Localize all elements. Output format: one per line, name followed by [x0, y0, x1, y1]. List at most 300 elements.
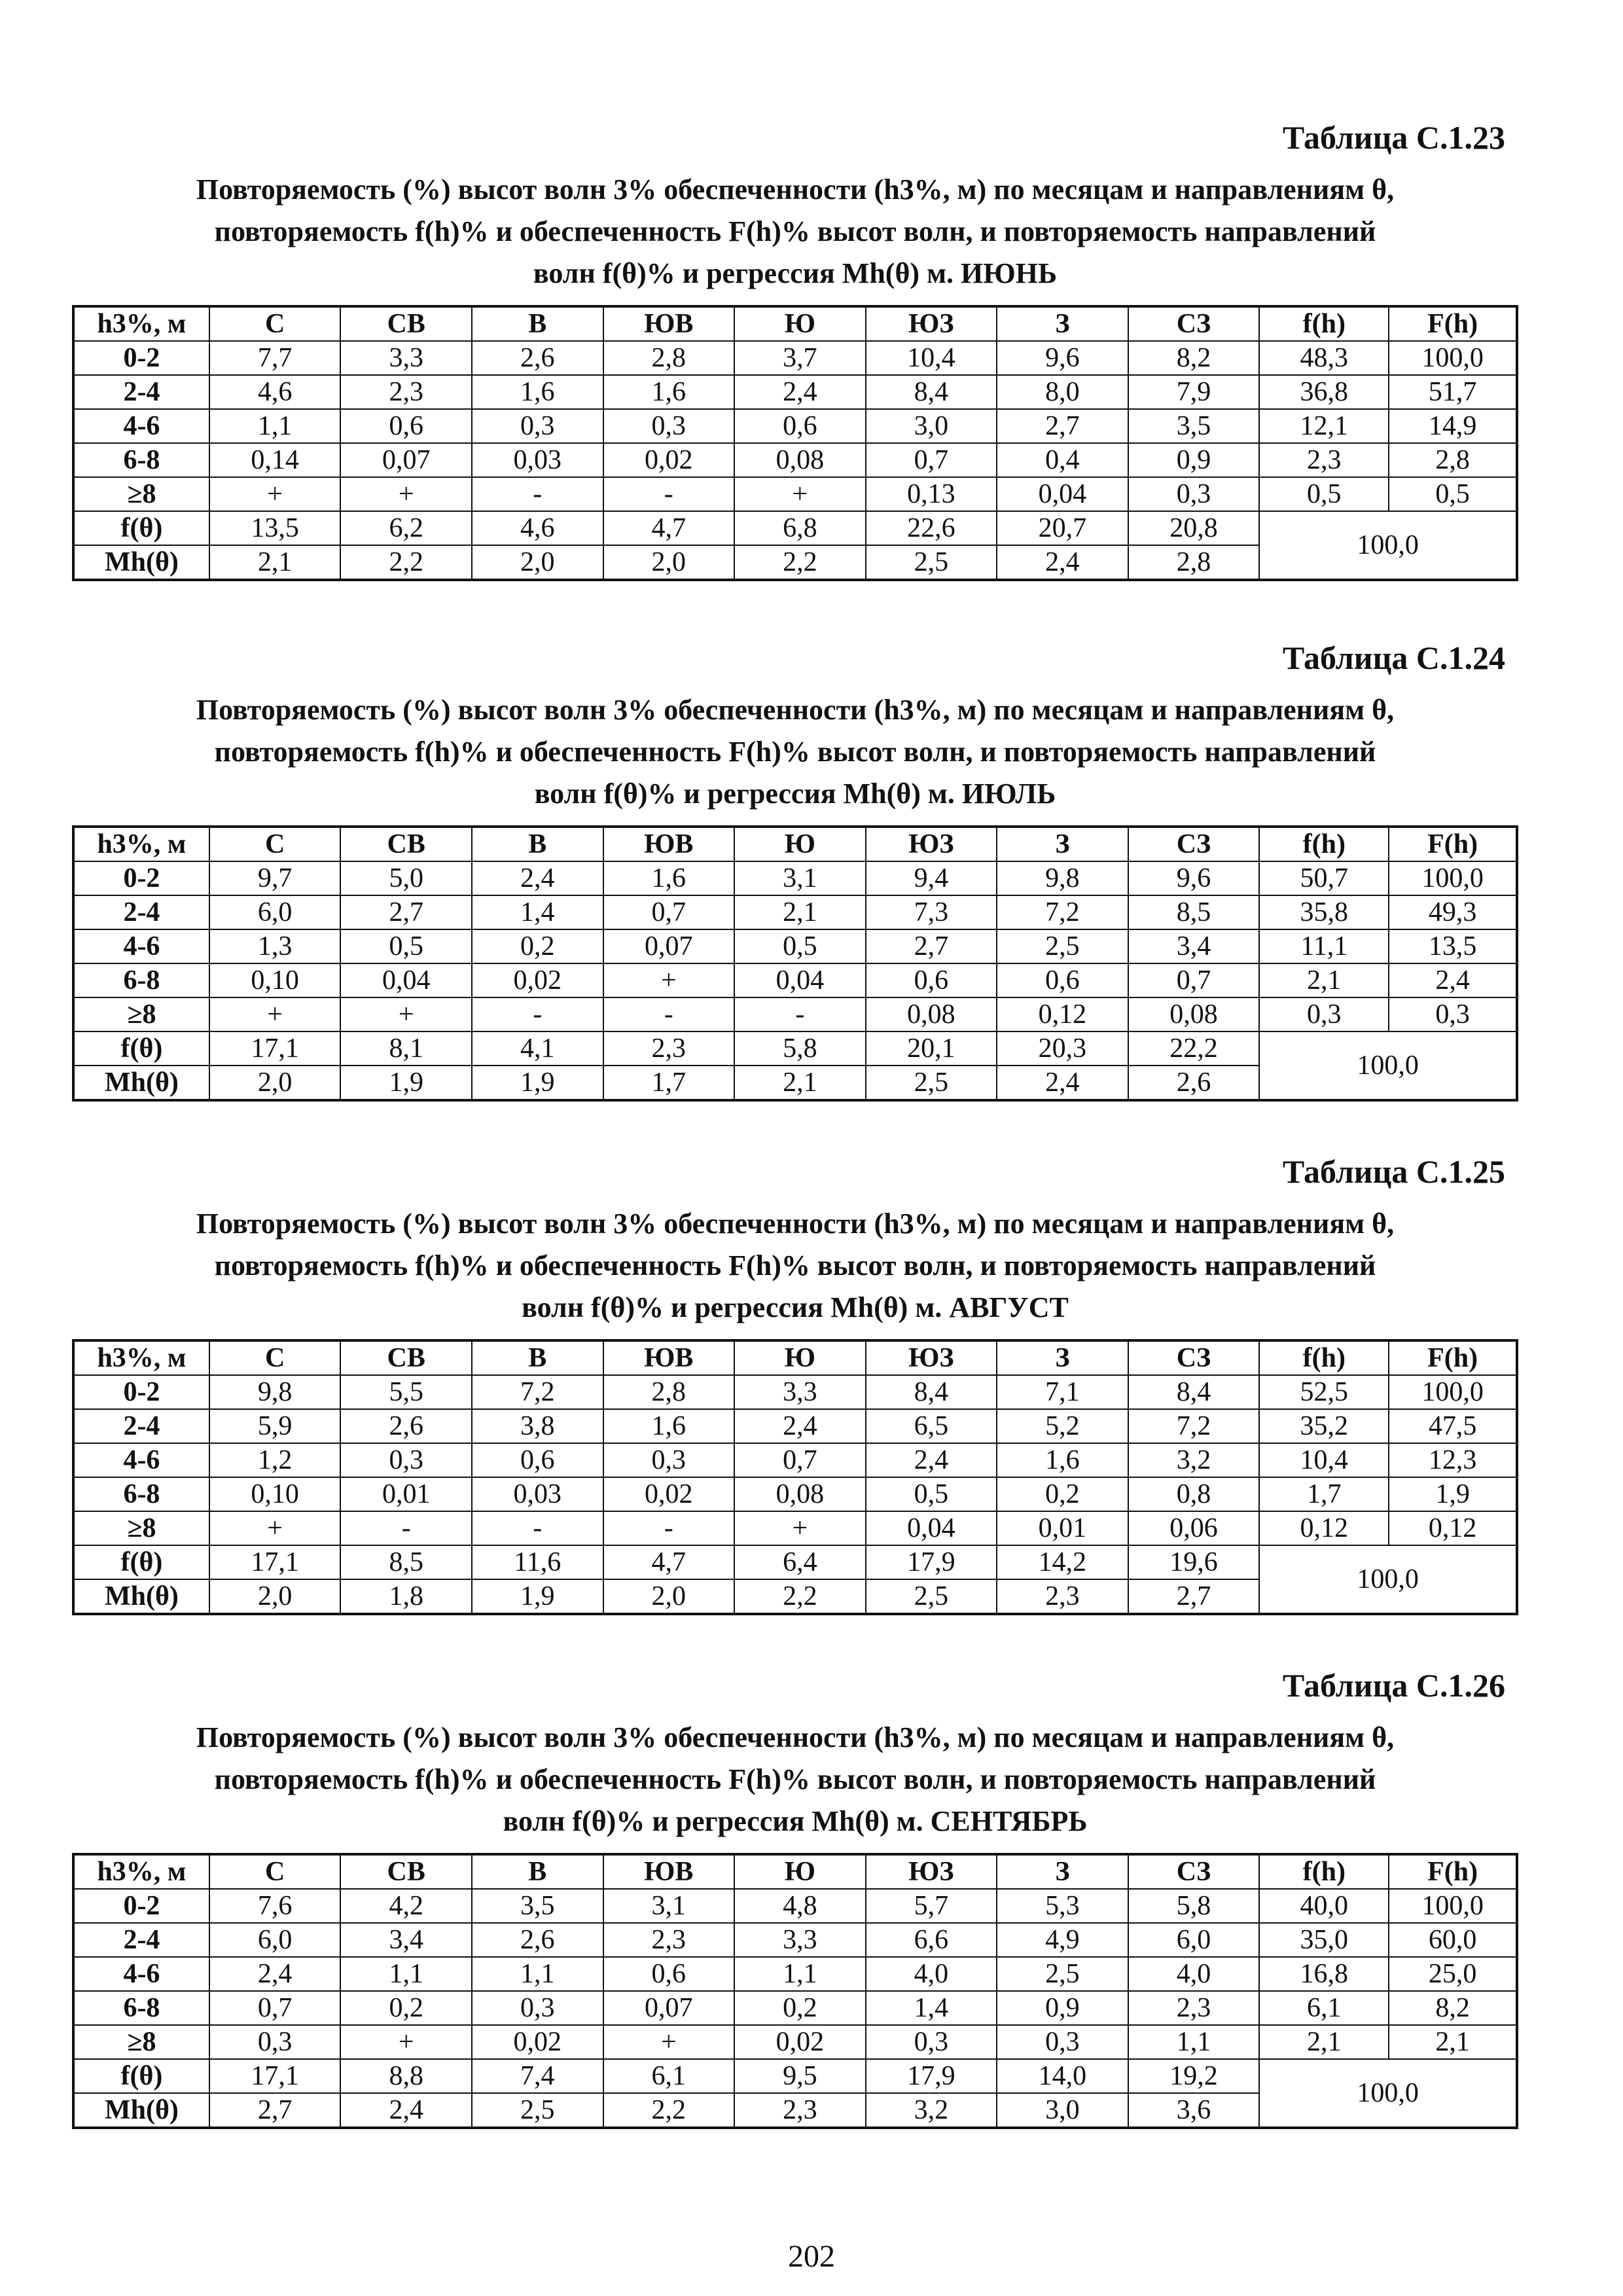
f-theta-row [73, 1031, 1517, 1066]
header-cell: F(h) [1389, 827, 1517, 861]
table-cell: 6,0 [1128, 1923, 1260, 1957]
table-cell: 0,01 [340, 1477, 472, 1511]
table-cell: 1,7 [1259, 1477, 1389, 1511]
table-cell: 3,0 [997, 2093, 1128, 2128]
table-cell: 10,4 [866, 341, 997, 375]
table-cell: 1,9 [472, 1579, 603, 1614]
table-cell: 12,1 [1259, 409, 1389, 443]
table-cell: 0,04 [340, 963, 472, 997]
table-cell: 0,8 [1128, 1477, 1260, 1511]
table-cell: 0,9 [997, 1991, 1128, 2025]
table-cell: 4,9 [997, 1923, 1128, 1957]
table-cell: 7,7 [209, 341, 341, 375]
table-cell: 0,4 [997, 443, 1128, 477]
table-block-c1-25 [72, 1152, 1518, 1615]
table-cell: 1,4 [866, 1991, 997, 2025]
table-cell: 1,1 [340, 1957, 472, 1991]
header-cell: СЗ [1128, 1340, 1260, 1375]
table-cell: 17,1 [209, 2059, 341, 2093]
table-row [73, 861, 1517, 895]
table-cell: 50,7 [1259, 861, 1389, 895]
table-cell: 2,3 [997, 1579, 1128, 1614]
table-cell: 2,6 [340, 1409, 472, 1443]
table-cell: 0,6 [340, 409, 472, 443]
table-cell: 0,04 [734, 963, 866, 997]
table-cell: 0,07 [340, 443, 472, 477]
table-cell: 2,4 [997, 545, 1128, 580]
table-cell: + [209, 477, 341, 511]
table-block-c1-26 [72, 1666, 1518, 2129]
table-cell: 6,0 [209, 895, 341, 929]
table-cell: - [340, 1511, 472, 1545]
table-cell: 36,8 [1259, 375, 1389, 409]
row-label: ≥8 [73, 477, 209, 511]
table-cell: 6,5 [866, 1409, 997, 1443]
table-cell: 3,3 [734, 1923, 866, 1957]
table-number: Таблица С.1.26 [1282, 1667, 1505, 1704]
caption-line: повторяемость f(h)% и обеспеченность F(h)% высот волн, и повторяемость направлений [214, 736, 1376, 768]
table-cell: 2,1 [209, 545, 341, 580]
header-cell: СЗ [1128, 306, 1260, 341]
table-cell: 10,4 [1259, 1443, 1389, 1477]
caption-line: волн f(θ)% и регрессия Mh(θ) м. АВГУСТ [522, 1291, 1069, 1323]
table-cell: 0,08 [734, 443, 866, 477]
table-row [73, 375, 1517, 409]
row-label: 2-4 [73, 1923, 209, 1957]
table-cell: 3,2 [1128, 1443, 1260, 1477]
header-cell: ЮВ [603, 1340, 735, 1375]
table-cell: 0,3 [1128, 477, 1260, 511]
table-row [73, 929, 1517, 963]
table-cell: 2,5 [866, 1066, 997, 1100]
table-cell: 7,2 [1128, 1409, 1260, 1443]
header-cell: ЮВ [603, 1854, 735, 1889]
row-label: 4-6 [73, 1443, 209, 1477]
table-cell: 0,2 [340, 1991, 472, 2025]
header-cell: h3%, м [73, 1340, 209, 1375]
table-caption [72, 169, 1518, 295]
row-label: ≥8 [73, 997, 209, 1031]
table-cell: 1,3 [209, 929, 341, 963]
table-cell: 7,3 [866, 895, 997, 929]
table-cell: - [472, 997, 603, 1031]
table-row [73, 341, 1517, 375]
table-cell: 4,0 [1128, 1957, 1260, 1991]
table-cell: 1,9 [1389, 1477, 1517, 1511]
table-cell: 4,1 [472, 1031, 603, 1066]
row-label: 0-2 [73, 1889, 209, 1923]
table-cell: 2,5 [866, 1579, 997, 1614]
table-cell: 6,1 [603, 2059, 735, 2093]
table-cell: 100,0 [1389, 861, 1517, 895]
header-row [73, 1854, 1517, 1889]
table-cell: 2,1 [734, 1066, 866, 1100]
table-cell: 3,0 [866, 409, 997, 443]
row-label: 6-8 [73, 963, 209, 997]
row-label: Mh(θ) [73, 1579, 209, 1614]
table-caption [72, 1717, 1518, 1842]
row-label: 4-6 [73, 409, 209, 443]
table-cell: + [209, 997, 341, 1031]
table-number: Таблица С.1.23 [1282, 119, 1505, 156]
table-cell: 3,3 [340, 341, 472, 375]
caption-line: повторяемость f(h)% и обеспеченность F(h)% высот волн, и повторяемость направлений [214, 1249, 1376, 1282]
table-cell: 2,4 [209, 1957, 341, 1991]
header-row [73, 306, 1517, 341]
table-cell: 20,7 [997, 511, 1128, 545]
table-cell: 0,07 [603, 1991, 735, 2025]
table-caption [72, 689, 1518, 815]
table-cell: 4,6 [209, 375, 341, 409]
table-cell: 0,07 [603, 929, 735, 963]
table-cell: - [603, 1511, 735, 1545]
header-cell: F(h) [1389, 1854, 1517, 1889]
header-cell: СВ [340, 306, 472, 341]
table-cell: 48,3 [1259, 341, 1389, 375]
table-cell: 0,3 [1389, 997, 1517, 1031]
table-cell: + [340, 2025, 472, 2059]
table-cell: 1,6 [997, 1443, 1128, 1477]
row-label: Mh(θ) [73, 2093, 209, 2128]
table-cell: 8,2 [1389, 1991, 1517, 2025]
table-cell: 3,2 [866, 2093, 997, 2128]
header-cell: f(h) [1259, 827, 1389, 861]
row-label: 4-6 [73, 929, 209, 963]
table-cell: + [209, 1511, 341, 1545]
table-cell: 0,3 [1259, 997, 1389, 1031]
table-cell: 2,7 [209, 2093, 341, 2128]
table-row [73, 477, 1517, 511]
caption-line: Повторяемость (%) высот волн 3% обеспеченности (h3%, м) по месяцам и направлениям θ, [196, 694, 1395, 726]
table-cell: 5,8 [1128, 1889, 1260, 1923]
header-cell: В [472, 1340, 603, 1375]
table-cell: 12,3 [1389, 1443, 1517, 1477]
header-cell: С [209, 306, 341, 341]
caption-line: повторяемость f(h)% и обеспеченность F(h)% высот волн, и повторяемость направлений [214, 1763, 1376, 1795]
table-cell: + [603, 2025, 735, 2059]
table-cell: 47,5 [1389, 1409, 1517, 1443]
table-cell: 0,12 [997, 997, 1128, 1031]
table-row [73, 1375, 1517, 1409]
row-label: 0-2 [73, 1375, 209, 1409]
table-cell: 6,2 [340, 511, 472, 545]
f-theta-row [73, 511, 1517, 545]
table-cell: 2,0 [603, 1579, 735, 1614]
table-cell: 16,8 [1259, 1957, 1389, 1991]
table-cell: 8,4 [866, 1375, 997, 1409]
table-cell: 20,1 [866, 1031, 997, 1066]
table-cell: 1,6 [603, 1409, 735, 1443]
table-cell: 0,12 [1259, 1511, 1389, 1545]
total-cell: 100,0 [1259, 511, 1517, 580]
table-cell: 2,6 [472, 1923, 603, 1957]
table-cell: 0,7 [1128, 963, 1260, 997]
table-cell: 0,7 [866, 443, 997, 477]
header-cell: СВ [340, 827, 472, 861]
table-cell: 3,3 [734, 1375, 866, 1409]
table-cell: 13,5 [209, 511, 341, 545]
table-cell: 11,1 [1259, 929, 1389, 963]
table-cell: 3,6 [1128, 2093, 1260, 2128]
table-cell: 2,4 [1389, 963, 1517, 997]
header-cell: С [209, 1340, 341, 1375]
table-cell: 5,3 [997, 1889, 1128, 1923]
table-cell: + [603, 963, 735, 997]
table-cell: 2,1 [1259, 2025, 1389, 2059]
table-cell: 25,0 [1389, 1957, 1517, 1991]
table-cell: 0,02 [603, 1477, 735, 1511]
table-cell: 1,1 [209, 409, 341, 443]
row-label: 6-8 [73, 1477, 209, 1511]
header-cell: F(h) [1389, 1340, 1517, 1375]
header-cell: ЮВ [603, 306, 735, 341]
table-cell: 0,03 [472, 443, 603, 477]
table-cell: 11,6 [472, 1545, 603, 1579]
table-cell: 35,8 [1259, 895, 1389, 929]
row-label: f(θ) [73, 1545, 209, 1579]
header-cell: З [997, 1854, 1128, 1889]
wave-table [72, 825, 1518, 1102]
table-cell: 1,9 [472, 1066, 603, 1100]
table-cell: 5,5 [340, 1375, 472, 1409]
header-cell: h3%, м [73, 827, 209, 861]
page-number: 202 [788, 2239, 835, 2274]
table-cell: 3,8 [472, 1409, 603, 1443]
table-cell: 0,2 [734, 1991, 866, 2025]
table-cell: 0,2 [997, 1477, 1128, 1511]
table-cell: 2,1 [1389, 2025, 1517, 2059]
table-cell: 19,6 [1128, 1545, 1260, 1579]
table-cell: 14,9 [1389, 409, 1517, 443]
table-cell: 100,0 [1389, 1375, 1517, 1409]
table-cell: 0,12 [1389, 1511, 1517, 1545]
table-cell: 2,7 [866, 929, 997, 963]
table-cell: 0,03 [472, 1477, 603, 1511]
table-cell: 2,4 [997, 1066, 1128, 1100]
table-row [73, 443, 1517, 477]
table-row [73, 409, 1517, 443]
table-cell: 4,2 [340, 1889, 472, 1923]
header-cell: СЗ [1128, 1854, 1260, 1889]
table-cell: 6,0 [209, 1923, 341, 1957]
table-cell: 2,5 [472, 2093, 603, 2128]
header-cell: F(h) [1389, 306, 1517, 341]
row-label: 2-4 [73, 1409, 209, 1443]
table-cell: 2,3 [603, 1031, 735, 1066]
table-block-c1-24 [72, 638, 1518, 1102]
table-cell: 8,0 [997, 375, 1128, 409]
table-cell: 2,5 [997, 929, 1128, 963]
table-row [73, 1511, 1517, 1545]
table-cell: 2,3 [734, 2093, 866, 2128]
header-cell: Ю [734, 306, 866, 341]
header-row [73, 1340, 1517, 1375]
table-cell: 0,10 [209, 1477, 341, 1511]
table-cell: 0,7 [603, 895, 735, 929]
table-cell: 2,8 [1128, 545, 1260, 580]
caption-line: волн f(θ)% и регрессия Mh(θ) м. ИЮНЬ [533, 257, 1058, 289]
header-cell: Ю [734, 827, 866, 861]
table-cell: 0,2 [472, 929, 603, 963]
table-cell: 5,9 [209, 1409, 341, 1443]
row-label: 2-4 [73, 375, 209, 409]
table-cell: 8,4 [1128, 1375, 1260, 1409]
header-cell: С [209, 1854, 341, 1889]
row-label: ≥8 [73, 2025, 209, 2059]
table-caption [72, 1203, 1518, 1329]
row-label: Mh(θ) [73, 1066, 209, 1100]
table-cell: 0,06 [1128, 1511, 1260, 1545]
table-cell: 2,4 [340, 2093, 472, 2128]
header-cell: СЗ [1128, 827, 1260, 861]
row-label: 4-6 [73, 1957, 209, 1991]
table-cell: 2,5 [997, 1957, 1128, 1991]
row-label: 0-2 [73, 861, 209, 895]
total-cell: 100,0 [1259, 2059, 1517, 2128]
header-cell: h3%, м [73, 306, 209, 341]
table-cell: 0,9 [1128, 443, 1260, 477]
table-cell: 35,2 [1259, 1409, 1389, 1443]
table-cell: 9,6 [997, 341, 1128, 375]
header-cell: З [997, 827, 1128, 861]
row-label: 0-2 [73, 341, 209, 375]
table-cell: 1,9 [340, 1066, 472, 1100]
header-cell: ЮЗ [866, 1854, 997, 1889]
table-cell: 3,5 [472, 1889, 603, 1923]
table-cell: 8,5 [1128, 895, 1260, 929]
header-cell: З [997, 1340, 1128, 1375]
table-cell: - [603, 997, 735, 1031]
total-cell: 100,0 [1259, 1545, 1517, 1614]
table-cell: 2,2 [734, 545, 866, 580]
table-cell: 1,7 [603, 1066, 735, 1100]
caption-line: волн f(θ)% и регрессия Mh(θ) м. ИЮЛЬ [534, 778, 1056, 810]
table-cell: 2,3 [1259, 443, 1389, 477]
table-cell: 40,0 [1259, 1889, 1389, 1923]
table-cell: + [340, 477, 472, 511]
table-row [73, 1991, 1517, 2025]
table-row [73, 895, 1517, 929]
table-cell: 8,4 [866, 375, 997, 409]
header-cell: h3%, м [73, 1854, 209, 1889]
table-cell: 1,1 [734, 1957, 866, 1991]
caption-line: Повторяемость (%) высот волн 3% обеспеченности (h3%, м) по месяцам и направлениям θ, [196, 1208, 1395, 1240]
table-cell: 1,6 [603, 861, 735, 895]
table-cell: 13,5 [1389, 929, 1517, 963]
table-cell: 9,4 [866, 861, 997, 895]
table-cell: 2,4 [472, 861, 603, 895]
table-cell: 1,1 [472, 1957, 603, 1991]
table-cell: 17,9 [866, 1545, 997, 1579]
table-cell: + [734, 477, 866, 511]
header-cell: ЮЗ [866, 827, 997, 861]
table-cell: 17,1 [209, 1545, 341, 1579]
table-cell: 9,7 [209, 861, 341, 895]
table-cell: 1,1 [1128, 2025, 1260, 2059]
table-cell: 0,3 [209, 2025, 341, 2059]
table-cell: 19,2 [1128, 2059, 1260, 2093]
table-cell: 9,6 [1128, 861, 1260, 895]
table-cell: - [603, 477, 735, 511]
table-cell: 2,5 [866, 545, 997, 580]
wave-table [72, 305, 1518, 581]
header-cell: СВ [340, 1340, 472, 1375]
total-cell: 100,0 [1259, 1031, 1517, 1100]
table-cell: 9,5 [734, 2059, 866, 2093]
row-label: ≥8 [73, 1511, 209, 1545]
f-theta-row [73, 2059, 1517, 2093]
table-cell: 3,4 [340, 1923, 472, 1957]
table-cell: 0,3 [866, 2025, 997, 2059]
header-cell: f(h) [1259, 1340, 1389, 1375]
table-cell: 0,6 [472, 1443, 603, 1477]
table-cell: 6,1 [1259, 1991, 1389, 2025]
table-cell: 0,6 [866, 963, 997, 997]
table-number: Таблица С.1.24 [1282, 639, 1505, 676]
row-label: 2-4 [73, 895, 209, 929]
table-cell: 7,2 [997, 895, 1128, 929]
table-cell: 22,2 [1128, 1031, 1260, 1066]
header-cell: СВ [340, 1854, 472, 1889]
table-cell: 0,08 [1128, 997, 1260, 1031]
table-cell: 22,6 [866, 511, 997, 545]
table-cell: 5,2 [997, 1409, 1128, 1443]
caption-line: Повторяемость (%) высот волн 3% обеспеченности (h3%, м) по месяцам и направлениям θ, [196, 173, 1395, 206]
table-cell: 2,2 [340, 545, 472, 580]
table-cell: 2,7 [340, 895, 472, 929]
table-cell: 0,5 [734, 929, 866, 963]
table-cell: 2,8 [603, 1375, 735, 1409]
header-cell: С [209, 827, 341, 861]
table-cell: 0,10 [209, 963, 341, 997]
table-cell: 20,8 [1128, 511, 1260, 545]
table-cell: 1,6 [472, 375, 603, 409]
table-cell: 0,13 [866, 477, 997, 511]
table-cell: 2,0 [209, 1579, 341, 1614]
table-cell: 1,6 [603, 375, 735, 409]
table-cell: 5,7 [866, 1889, 997, 1923]
table-cell: 8,1 [340, 1031, 472, 1066]
table-cell: 51,7 [1389, 375, 1517, 409]
table-cell: 7,1 [997, 1375, 1128, 1409]
row-label: Mh(θ) [73, 545, 209, 580]
table-cell: 0,02 [603, 443, 735, 477]
table-cell: 3,5 [1128, 409, 1260, 443]
f-theta-row [73, 1545, 1517, 1579]
table-row [73, 2025, 1517, 2059]
table-cell: 0,04 [866, 1511, 997, 1545]
table-cell: 4,7 [603, 1545, 735, 1579]
table-row [73, 1409, 1517, 1443]
table-cell: 8,8 [340, 2059, 472, 2093]
table-row [73, 997, 1517, 1031]
table-cell: 0,02 [734, 2025, 866, 2059]
table-cell: 2,3 [340, 375, 472, 409]
table-cell: 0,6 [603, 1957, 735, 1991]
table-cell: 4,0 [866, 1957, 997, 1991]
table-block-c1-23 [72, 118, 1518, 581]
table-cell: - [734, 997, 866, 1031]
table-cell: 2,2 [734, 1579, 866, 1614]
caption-line: волн f(θ)% и регрессия Mh(θ) м. СЕНТЯБРЬ [503, 1805, 1088, 1837]
table-cell: 17,1 [209, 1031, 341, 1066]
table-cell: 1,8 [340, 1579, 472, 1614]
header-cell: В [472, 306, 603, 341]
table-cell: 6,4 [734, 1545, 866, 1579]
table-cell: 0,3 [340, 1443, 472, 1477]
table-row [73, 1477, 1517, 1511]
table-cell: 8,5 [340, 1545, 472, 1579]
